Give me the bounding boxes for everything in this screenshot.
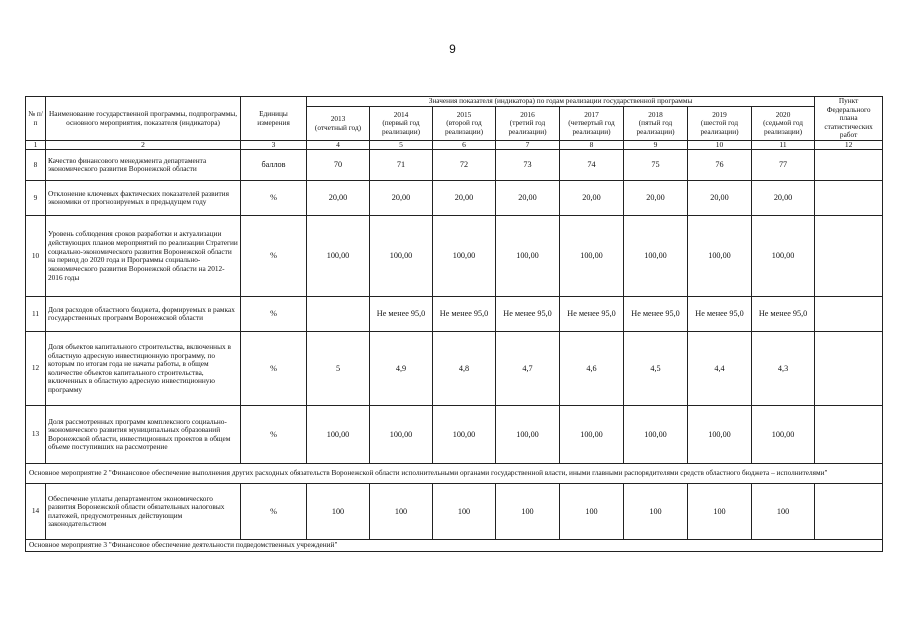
table-row	[26, 332, 883, 406]
value-cell: 100,00	[307, 406, 370, 464]
header-year: 2015	[456, 109, 472, 119]
value-cell: 4,8	[433, 332, 496, 406]
indicator-name: Доля расходов областного бюджета, формируемых в рамках государственных программ Воронежской области	[46, 297, 241, 332]
section-heading: Основное мероприятие 2 "Финансовое обеспечение выполнения других расходных обязательств Воронежской области исполнительными органами государственной власти, иными главными распорядителями средств областного бюджета – исполнителями"	[26, 464, 883, 484]
header-year-note: (пятый год реализации)	[636, 118, 675, 137]
header-year-cell	[688, 107, 752, 141]
column-number: 10	[688, 141, 752, 150]
value-cell: Не менее 95,0	[496, 297, 560, 332]
column-number: 2	[46, 141, 241, 150]
unit-cell: %	[241, 181, 307, 216]
value-cell: 100	[752, 484, 815, 540]
row-number: 14	[26, 484, 46, 540]
column-number: 9	[624, 141, 688, 150]
section-heading: Основное мероприятие 3 "Финансовое обеспечение деятельности подведомственных учреждений"	[26, 540, 883, 552]
column-number: 12	[815, 141, 883, 150]
column-number: 11	[752, 141, 815, 150]
row-number: 13	[26, 406, 46, 464]
page-number: 9	[449, 42, 456, 56]
table-row	[26, 181, 883, 216]
value-cell: 77	[752, 150, 815, 181]
header-year-cell	[752, 107, 815, 141]
header-year-cell	[624, 107, 688, 141]
value-cell: 100,00	[688, 216, 752, 297]
value-cell: 20,00	[752, 181, 815, 216]
header-year-note: (первый год реализации)	[381, 118, 421, 137]
header-year-cell	[307, 107, 370, 141]
indicator-name: Отклонение ключевых фактических показателей развития экономики от прогнозируемых в предыдущем году	[46, 181, 241, 216]
indicators-table	[25, 96, 883, 552]
value-cell: 100,00	[752, 406, 815, 464]
column-number: 3	[241, 141, 307, 150]
value-cell: 71	[370, 150, 433, 181]
value-cell: 4,9	[370, 332, 433, 406]
row-number: 10	[26, 216, 46, 297]
header-year-note: (седьмой год реализации)	[763, 118, 803, 137]
value-cell: 20,00	[496, 181, 560, 216]
header-year-note: (четвертый год реализации)	[568, 118, 615, 137]
value-cell: Не менее 95,0	[560, 297, 624, 332]
row-number: 11	[26, 297, 46, 332]
value-cell: 100	[688, 484, 752, 540]
value-cell: 100	[560, 484, 624, 540]
plan-item-cell	[815, 150, 883, 181]
plan-item-cell	[815, 216, 883, 297]
value-cell: 100,00	[560, 406, 624, 464]
value-cell: 5	[307, 332, 370, 406]
unit-cell: %	[241, 484, 307, 540]
value-cell: 100	[496, 484, 560, 540]
column-number: 7	[496, 141, 560, 150]
header-values-group: Значения показателя (индикатора) по годам реализации государственной программы	[307, 97, 815, 107]
value-cell: 74	[560, 150, 624, 181]
column-number: 8	[560, 141, 624, 150]
value-cell: 20,00	[560, 181, 624, 216]
value-cell: 100,00	[624, 216, 688, 297]
unit-cell: %	[241, 216, 307, 297]
value-cell: Не менее 95,0	[752, 297, 815, 332]
value-cell: 100,00	[496, 406, 560, 464]
value-cell: 100,00	[370, 216, 433, 297]
value-cell: 73	[496, 150, 560, 181]
header-year-cell	[433, 107, 496, 141]
value-cell: 4,4	[688, 332, 752, 406]
header-unit: Единицы измерения	[241, 97, 307, 141]
row-number: 8	[26, 150, 46, 181]
value-cell: 75	[624, 150, 688, 181]
header-year: 2020	[775, 109, 791, 119]
header-year: 2013	[330, 114, 346, 124]
row-number: 12	[26, 332, 46, 406]
table-row	[26, 406, 883, 464]
plan-item-cell	[815, 484, 883, 540]
indicator-name: Уровень соблюдения сроков разработки и актуализации действующих планов мероприятий по реализации Стратегии социально-экономического развития Воронежской области на период до 2020 года и Программы социально-экономического развития Воронежской области на 2012-2016 годы	[46, 216, 241, 297]
value-cell: 100	[433, 484, 496, 540]
plan-item-cell	[815, 332, 883, 406]
value-cell: 4,3	[752, 332, 815, 406]
indicator-name: Доля объектов капитального строительства, включенных в областную адресную инвестиционную программу, по которым по итогам года не начаты работы, в общем количестве объектов капитального строительства, включенных в областную адресную инвестиционную программу	[46, 332, 241, 406]
value-cell: 100,00	[688, 406, 752, 464]
table-row	[26, 150, 883, 181]
plan-item-cell	[815, 297, 883, 332]
header-num: № п/п	[26, 97, 46, 141]
value-cell: 100,00	[752, 216, 815, 297]
value-cell	[307, 297, 370, 332]
header-year-note: (третий год реализации)	[508, 118, 547, 137]
value-cell: 100,00	[307, 216, 370, 297]
value-cell: 100	[370, 484, 433, 540]
value-cell: 100,00	[560, 216, 624, 297]
value-cell: Не менее 95,0	[688, 297, 752, 332]
value-cell: 4,7	[496, 332, 560, 406]
value-cell: 20,00	[433, 181, 496, 216]
value-cell: 100,00	[624, 406, 688, 464]
column-number: 6	[433, 141, 496, 150]
value-cell: 20,00	[370, 181, 433, 216]
value-cell: 100	[624, 484, 688, 540]
table-row	[26, 216, 883, 297]
value-cell: 20,00	[307, 181, 370, 216]
indicator-name: Обеспечение уплаты департаментом экономического развития Воронежской области обязательных налоговых платежей, предусмотренных действующим законодательством	[46, 484, 241, 540]
value-cell: 100,00	[370, 406, 433, 464]
header-year-cell	[496, 107, 560, 141]
value-cell: 76	[688, 150, 752, 181]
unit-cell: %	[241, 297, 307, 332]
plan-item-cell	[815, 406, 883, 464]
table-row	[26, 297, 883, 332]
unit-cell: %	[241, 406, 307, 464]
header-year: 2017	[584, 109, 599, 119]
value-cell: Не менее 95,0	[433, 297, 496, 332]
value-cell: 100,00	[433, 406, 496, 464]
header-year-note: (отчетный год)	[314, 122, 362, 132]
value-cell: 72	[433, 150, 496, 181]
row-number: 9	[26, 181, 46, 216]
header-year: 2016	[520, 109, 535, 119]
value-cell: Не менее 95,0	[624, 297, 688, 332]
header-year-cell	[560, 107, 624, 141]
column-number: 5	[370, 141, 433, 150]
value-cell: Не менее 95,0	[370, 297, 433, 332]
indicator-name: Качество финансового менеджмента департамента экономического развития Воронежской области	[46, 150, 241, 181]
header-year-note: (второй год реализации)	[444, 118, 484, 137]
value-cell: 70	[307, 150, 370, 181]
value-cell: 20,00	[688, 181, 752, 216]
indicator-name: Доля рассмотренных программ комплексного социально-экономического развития муниципальных образований Воронежской области, инвестиционных проектов в общем объеме поступивших на рассмотрение	[46, 406, 241, 464]
header-year-cell	[370, 107, 433, 141]
unit-cell: %	[241, 332, 307, 406]
value-cell: 4,5	[624, 332, 688, 406]
value-cell: 100	[307, 484, 370, 540]
header-name: Наименование государственной программы, подпрограммы, основного мероприятия, показателя (индикатора)	[46, 97, 241, 141]
value-cell: 4,6	[560, 332, 624, 406]
plan-item-cell	[815, 181, 883, 216]
header-plan-item: Пункт Федерального плана статистических работ	[815, 97, 883, 141]
value-cell: 100,00	[433, 216, 496, 297]
unit-cell: баллов	[241, 150, 307, 181]
table-row	[26, 484, 883, 540]
value-cell: 100,00	[496, 216, 560, 297]
column-number: 1	[26, 141, 46, 150]
header-year-note: (шестой год реализации)	[700, 118, 739, 137]
column-number: 4	[307, 141, 370, 150]
header-year: 2014	[393, 109, 409, 119]
header-year: 2019	[712, 109, 727, 119]
value-cell: 20,00	[624, 181, 688, 216]
header-year: 2018	[648, 109, 663, 119]
